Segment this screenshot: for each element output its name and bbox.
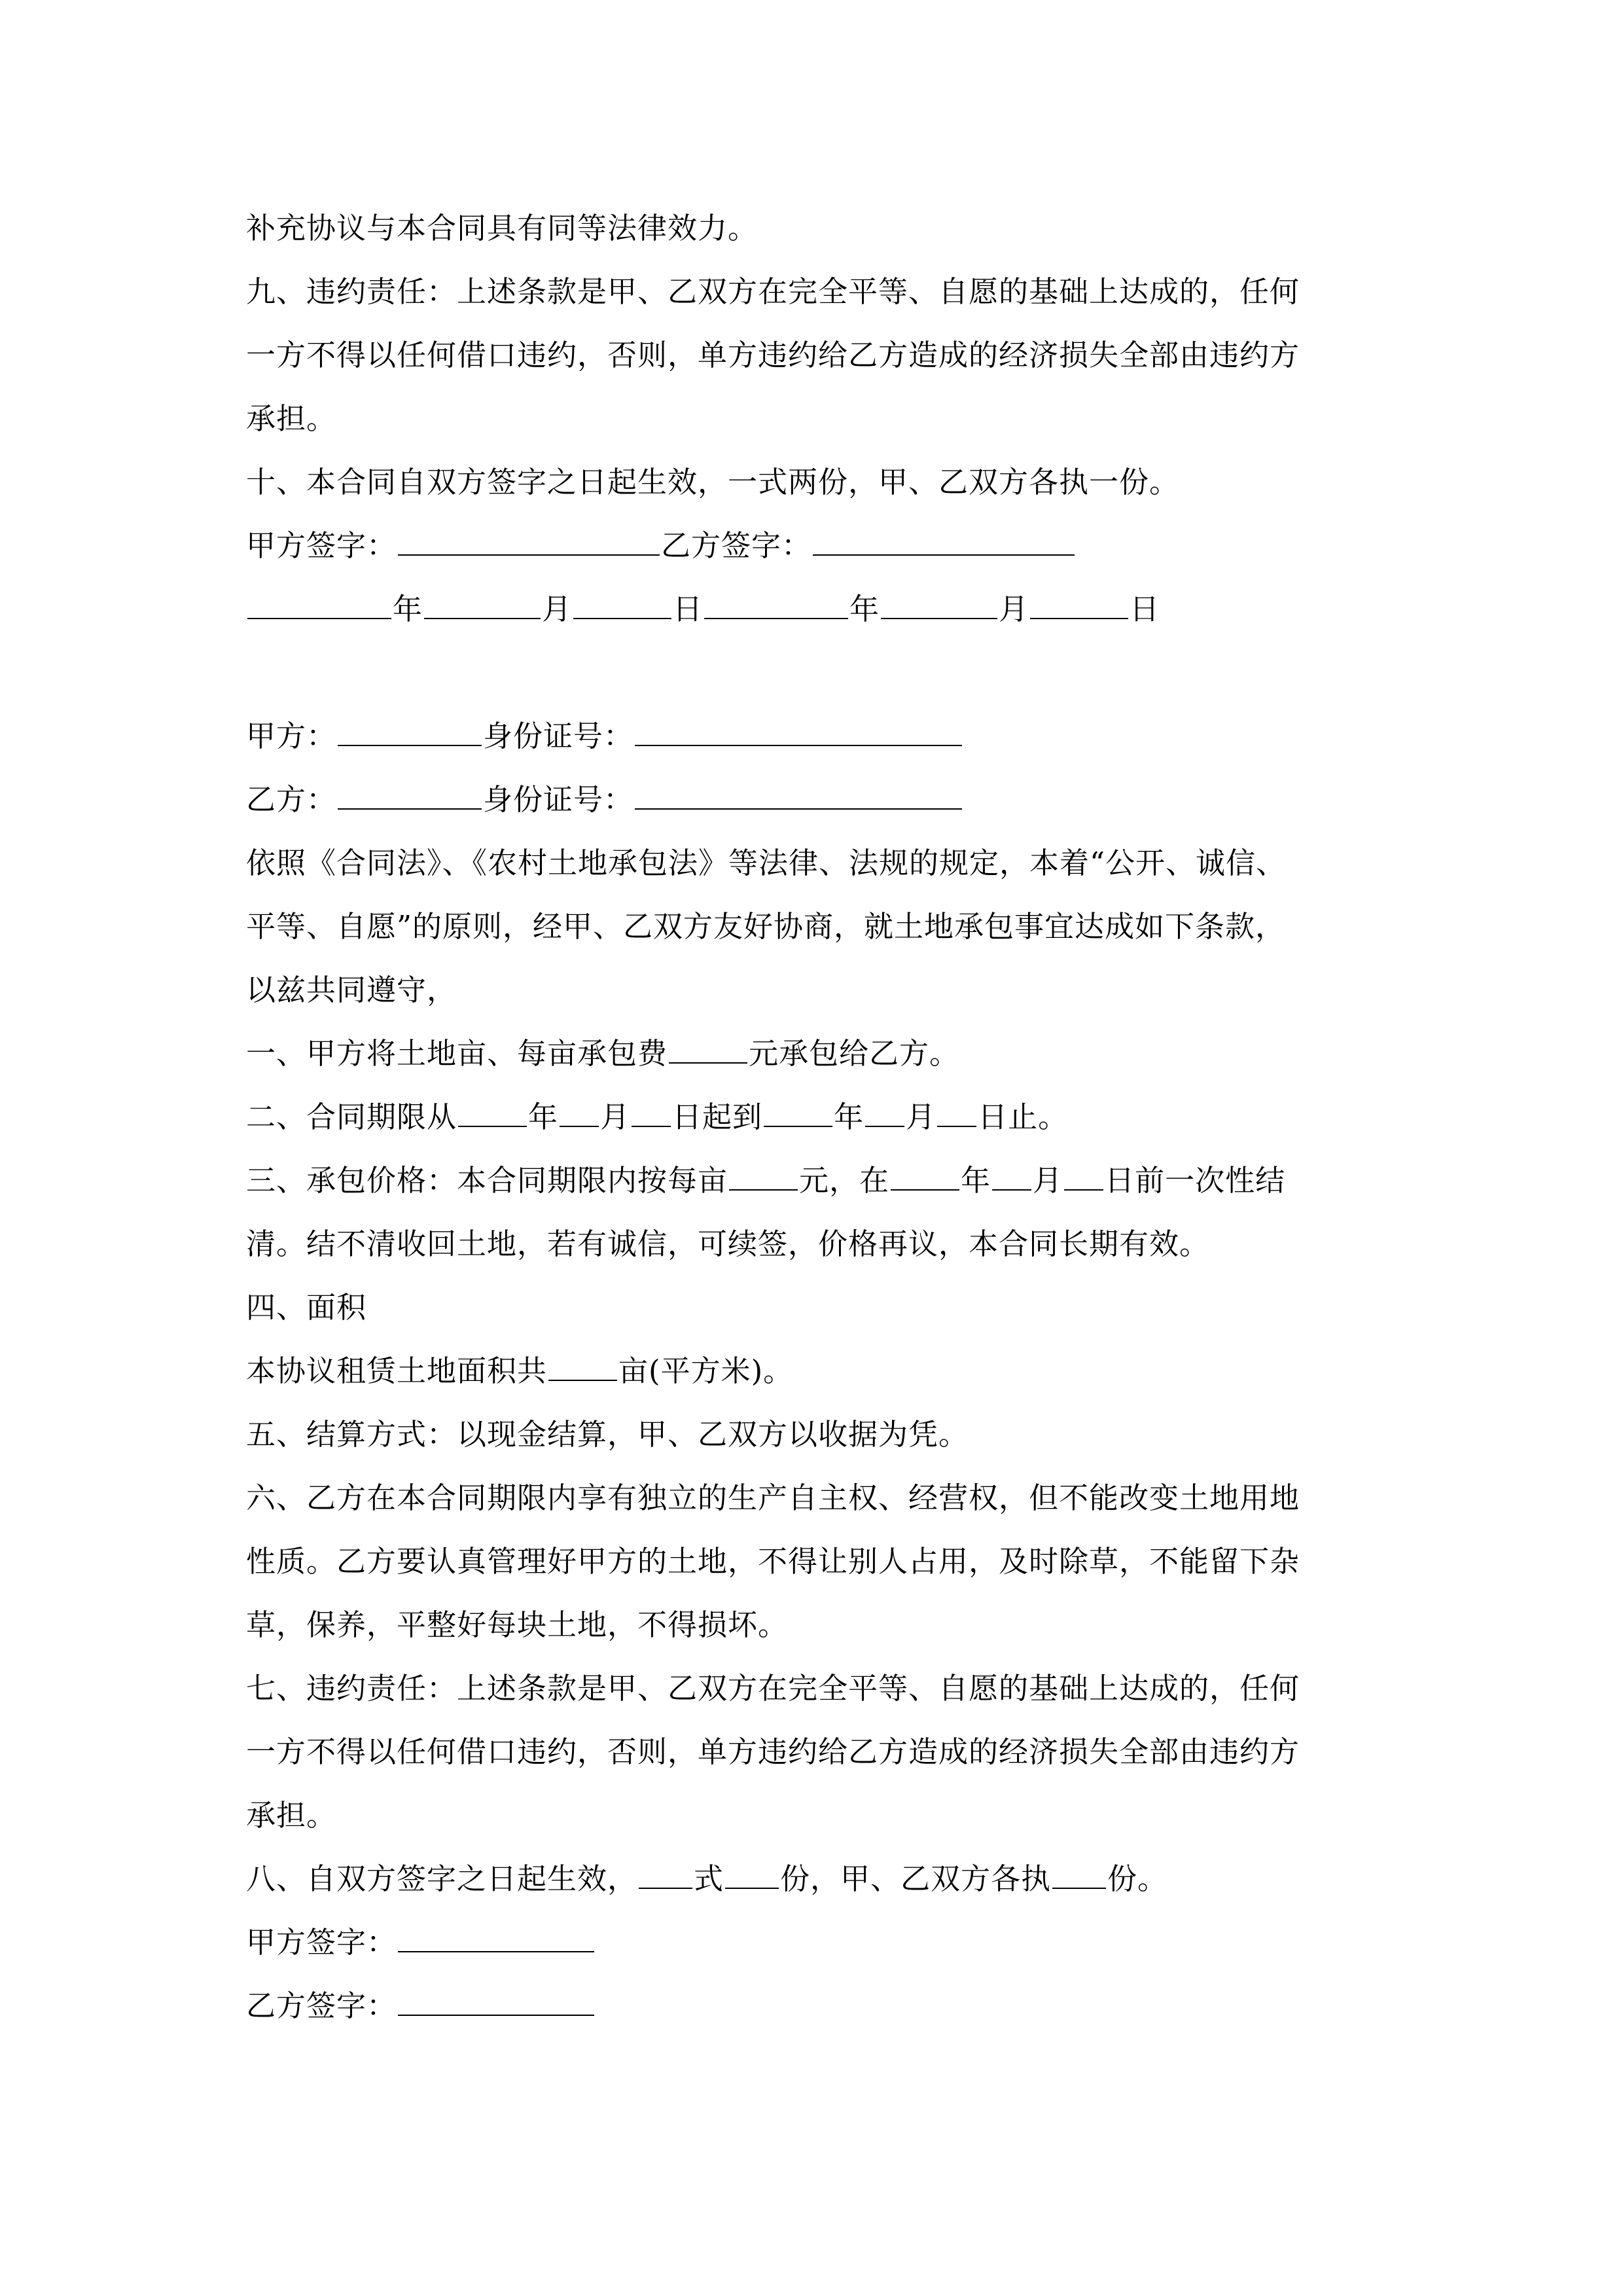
fee-blank <box>669 1036 747 1064</box>
spacer <box>246 641 1411 704</box>
copies-blank <box>639 1861 692 1889</box>
party-a-name-blank <box>338 719 482 746</box>
term-text: 二、合同期限从 <box>246 1100 457 1134</box>
party-a-label: 甲方： <box>246 719 337 753</box>
date-blank <box>865 1100 904 1127</box>
party-b-line <box>246 768 1411 831</box>
date-blank <box>881 592 997 619</box>
date-blank <box>891 1163 959 1191</box>
date-blank <box>632 1100 671 1127</box>
term-text: 日前一次性结 <box>1105 1163 1286 1198</box>
term-1 <box>246 1022 1411 1085</box>
term-text: 式 <box>694 1861 724 1896</box>
term-8 <box>246 1847 1411 1910</box>
month-label: 月 <box>999 592 1029 626</box>
area-blank <box>548 1354 617 1381</box>
term-text: 份。 <box>1107 1861 1168 1896</box>
term-4-area <box>246 1339 1411 1403</box>
date-blank <box>573 592 671 619</box>
term-6-line-2: 性质。乙方要认真管理好甲方的土地，不得让别人占用，及时除草，不能留下杂 <box>246 1544 1300 1579</box>
clause-10: 十、本合同自双方签字之日起生效，一式两份，甲、乙双方各执一份。 <box>246 465 1180 499</box>
clause-9-line-1: 九、违约责任：上述条款是甲、乙双方在完全平等、自愿的基础上达成的，任何 <box>246 274 1300 309</box>
term-7-line-2: 一方不得以任何借口违约，否则，单方违约给乙方造成的经济损失全部由违约方 <box>246 1734 1300 1769</box>
party-a-sign-blank <box>398 528 660 556</box>
party-a-line <box>246 704 1411 768</box>
copies-blank <box>1052 1861 1106 1889</box>
term-6-line-3: 草，保养，平整好每块土地，不得损坏。 <box>246 1607 789 1642</box>
term-text: 八、自双方签字之日起生效， <box>246 1861 638 1896</box>
party-b-sign-label: 乙方签字： <box>661 528 812 563</box>
term-text: 三、承包价格：本合同期限内按每亩 <box>246 1163 728 1198</box>
month-label: 月 <box>542 592 573 626</box>
date-blank <box>764 1100 832 1127</box>
final-sign-b <box>246 1974 1411 2037</box>
term-text: 年 <box>961 1163 991 1198</box>
party-b-sign-blank <box>813 528 1075 556</box>
intro-line-3: 以兹共同遵守， <box>246 973 457 1007</box>
party-b-name-blank <box>338 782 482 810</box>
party-a-sign-label: 甲方签字： <box>246 1925 397 1960</box>
party-b-sign-label: 乙方签字： <box>246 1988 397 2023</box>
term-4-title: 四、面积 <box>246 1290 367 1325</box>
term-text: 元，在 <box>799 1163 890 1198</box>
clause-9-line-3: 承担。 <box>246 401 337 436</box>
day-label: 日 <box>673 592 704 626</box>
term-7-line-3: 承担。 <box>246 1798 337 1833</box>
contract-page <box>246 196 1411 2037</box>
term-5: 五、结算方式：以现金结算，甲、乙双方以收据为凭。 <box>246 1417 969 1452</box>
party-b-label: 乙方： <box>246 782 337 817</box>
term-text: 年 <box>528 1100 559 1134</box>
signature-line <box>246 514 1411 577</box>
paragraph-line: 补充协议与本合同具有同等法律效力。 <box>246 211 758 245</box>
date-blank <box>424 592 541 619</box>
date-blank <box>1030 592 1128 619</box>
party-a-id-blank <box>635 719 962 746</box>
final-sign-a <box>246 1910 1411 1974</box>
term-text: 亩(平方米)。 <box>618 1354 794 1388</box>
id-number-label: 身份证号： <box>483 782 634 817</box>
term-6-line-1: 六、乙方在本合同期限内享有独立的生产自主权、经营权，但不能改变土地用地 <box>246 1480 1300 1515</box>
term-3-line-2: 清。结不清收回土地，若有诚信，可续签，价格再议，本合同长期有效。 <box>246 1227 1210 1261</box>
signature-date-line <box>246 577 1411 641</box>
intro-line-1: 依照《合同法》、《农村土地承包法》等法律、法规的规定，本着“公开、诚信、 <box>246 846 1287 880</box>
date-blank <box>1064 1163 1103 1191</box>
date-blank <box>992 1163 1031 1191</box>
term-2 <box>246 1085 1411 1149</box>
term-text: 月 <box>906 1100 936 1134</box>
term-text: 份，甲、乙双方各执 <box>780 1861 1052 1896</box>
date-blank <box>704 592 848 619</box>
term-text: 本协议租赁土地面积共 <box>246 1354 548 1388</box>
clause-9-line-2: 一方不得以任何借口违约，否则，单方违约给乙方造成的经济损失全部由违约方 <box>246 338 1300 372</box>
term-text: 年 <box>834 1100 865 1134</box>
term-text: 一、甲方将土地亩、每亩承包费 <box>246 1036 668 1071</box>
date-blank <box>247 592 391 619</box>
party-b-id-blank <box>635 782 962 810</box>
date-blank <box>937 1100 976 1127</box>
copies-blank <box>725 1861 779 1889</box>
day-label: 日 <box>1130 592 1160 626</box>
term-7-line-1: 七、违约责任：上述条款是甲、乙双方在完全平等、自愿的基础上达成的，任何 <box>246 1671 1300 1706</box>
term-3-line-1 <box>246 1149 1411 1212</box>
party-a-sign-label: 甲方签字： <box>246 528 397 563</box>
term-text: 日止。 <box>978 1100 1069 1134</box>
party-b-sign-blank <box>398 1988 594 2016</box>
id-number-label: 身份证号： <box>483 719 634 753</box>
year-label: 年 <box>849 592 880 626</box>
term-text: 元承包给乙方。 <box>749 1036 960 1071</box>
date-blank <box>560 1100 599 1127</box>
term-text: 月 <box>600 1100 631 1134</box>
year-label: 年 <box>393 592 423 626</box>
price-blank <box>729 1163 798 1191</box>
term-text: 月 <box>1033 1163 1063 1198</box>
date-blank <box>458 1100 527 1127</box>
party-a-sign-blank <box>398 1925 594 1952</box>
term-text: 日起到 <box>672 1100 763 1134</box>
intro-line-2: 平等、自愿”的原则，经甲、乙双方友好协商，就土地承包事宜达成如下条款， <box>246 909 1286 944</box>
